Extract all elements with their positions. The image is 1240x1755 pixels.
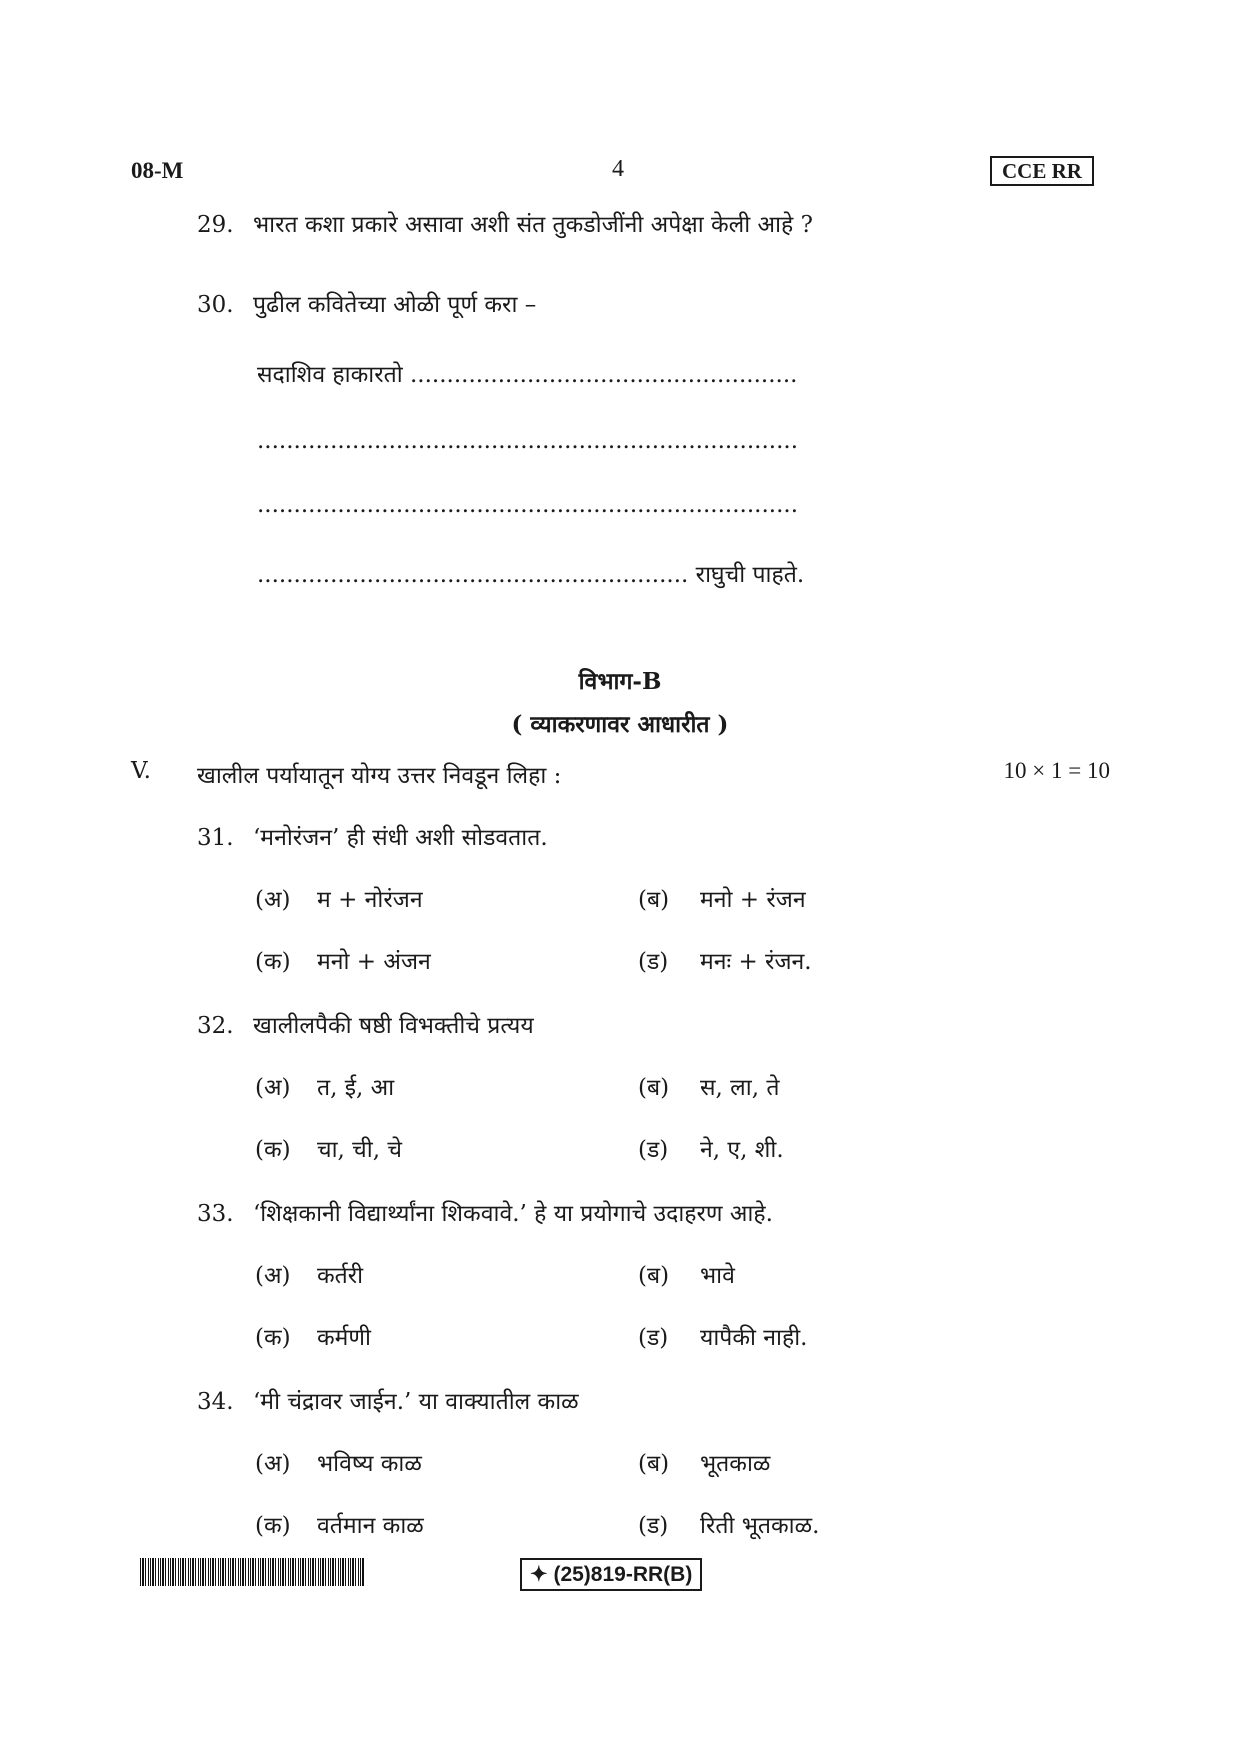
option-text: भूतकाळ <box>700 1451 771 1477</box>
section-marks: 10 × 1 = 10 <box>1003 758 1110 783</box>
paper-code: 08-M <box>131 158 184 183</box>
option <box>638 1258 735 1290</box>
option-label: (क) <box>255 1513 291 1539</box>
poem-line: .......................................................................... <box>257 492 799 518</box>
poem-line: ........................................................... राघुची पाहते. <box>257 562 805 588</box>
option <box>255 1508 424 1540</box>
question-number: 33. <box>197 1201 234 1227</box>
question-text: ‘शिक्षकानी विद्यार्थ्यांना शिकवावे.’ हे या प्रयोगाचे उदाहरण आहे. <box>253 1201 773 1227</box>
exam-type-box: CCE RR <box>990 156 1094 186</box>
question-34 <box>197 1384 579 1416</box>
option-label: (क) <box>255 1325 291 1351</box>
option <box>638 1070 779 1102</box>
option-label: (ड) <box>638 1513 669 1539</box>
option <box>255 1070 394 1102</box>
option-label: (ड) <box>638 1325 669 1351</box>
option-label: (क) <box>255 949 291 975</box>
option-label: (क) <box>255 1137 291 1163</box>
star-icon: ✦ <box>530 1563 548 1586</box>
question-32 <box>197 1008 534 1040</box>
question-number: 34. <box>197 1389 234 1415</box>
question-number: 30. <box>197 292 234 318</box>
section-title: विभाग-B <box>578 668 662 695</box>
section-instruction: खालील पर्यायातून योग्य उत्तर निवडून लिहा : <box>197 763 562 789</box>
option <box>638 882 806 914</box>
section-roman-number: V. <box>131 758 151 784</box>
option-text: म + नोरंजन <box>317 887 423 913</box>
question-text: ‘मी चंद्रावर जाईन.’ या वाक्यातील काळ <box>253 1389 579 1415</box>
option-label: (अ) <box>255 887 291 913</box>
question-29 <box>197 207 813 239</box>
paper-code-text: (25)819-RR(B) <box>553 1563 693 1586</box>
option <box>255 1446 422 1478</box>
option <box>255 944 431 976</box>
option <box>255 1132 402 1164</box>
option-text: चा, ची, चे <box>317 1137 402 1163</box>
question-number: 29. <box>197 212 234 238</box>
option-label: (ब) <box>638 1263 670 1289</box>
option-text: यापैकी नाही. <box>700 1325 808 1351</box>
option <box>638 1132 784 1164</box>
barcode <box>140 1558 365 1586</box>
question-number: 31. <box>197 825 234 851</box>
option-label: (अ) <box>255 1263 291 1289</box>
option-text: त, ई, आ <box>317 1075 395 1101</box>
option-text: रिती भूतकाळ. <box>700 1513 820 1539</box>
option <box>255 1320 371 1352</box>
section-subtitle: ( व्याकरणावर आधारीत ) <box>511 711 729 738</box>
poem-line: सदाशिव हाकारतो ..................................................... <box>257 362 798 388</box>
option <box>638 1508 819 1540</box>
page-number: 4 <box>612 156 624 182</box>
option-label: (ब) <box>638 887 670 913</box>
option <box>255 1258 363 1290</box>
question-text: पुढील कवितेच्या ओळी पूर्ण करा – <box>253 292 537 318</box>
question-text: खालीलपैकी षष्ठी विभक्तीचे प्रत्यय <box>253 1013 534 1039</box>
option <box>255 882 423 914</box>
option-text: स, ला, ते <box>700 1075 780 1101</box>
option-text: मनो + रंजन <box>700 887 806 913</box>
option-text: भावे <box>700 1263 735 1289</box>
paper-code-box <box>520 1558 702 1591</box>
question-number: 32. <box>197 1013 234 1039</box>
option <box>638 1446 770 1478</box>
option-text: मनो + अंजन <box>317 949 431 975</box>
option <box>638 1320 808 1352</box>
option-text: कर्मणी <box>317 1325 372 1351</box>
option-text: मनः + रंजन. <box>700 949 812 975</box>
option-text: भविष्य काळ <box>317 1451 422 1477</box>
question-text: ‘मनोरंजन’ ही संधी अशी सोडवतात. <box>253 825 548 851</box>
question-text: भारत कशा प्रकारे असावा अशी संत तुकडोजींनी अपेक्षा केली आहे ? <box>253 212 813 238</box>
option-label: (ड) <box>638 949 669 975</box>
option-label: (अ) <box>255 1075 291 1101</box>
question-30 <box>197 287 536 319</box>
option-label: (ड) <box>638 1137 669 1163</box>
poem-line: .......................................................................... <box>257 428 799 454</box>
option-label: (ब) <box>638 1075 670 1101</box>
option-text: वर्तमान काळ <box>317 1513 424 1539</box>
option-text: कर्तरी <box>317 1263 364 1289</box>
option-text: ने, ए, शी. <box>700 1137 784 1163</box>
question-33 <box>197 1196 773 1228</box>
question-31 <box>197 820 548 852</box>
option <box>638 944 812 976</box>
option-label: (ब) <box>638 1451 670 1477</box>
option-label: (अ) <box>255 1451 291 1477</box>
